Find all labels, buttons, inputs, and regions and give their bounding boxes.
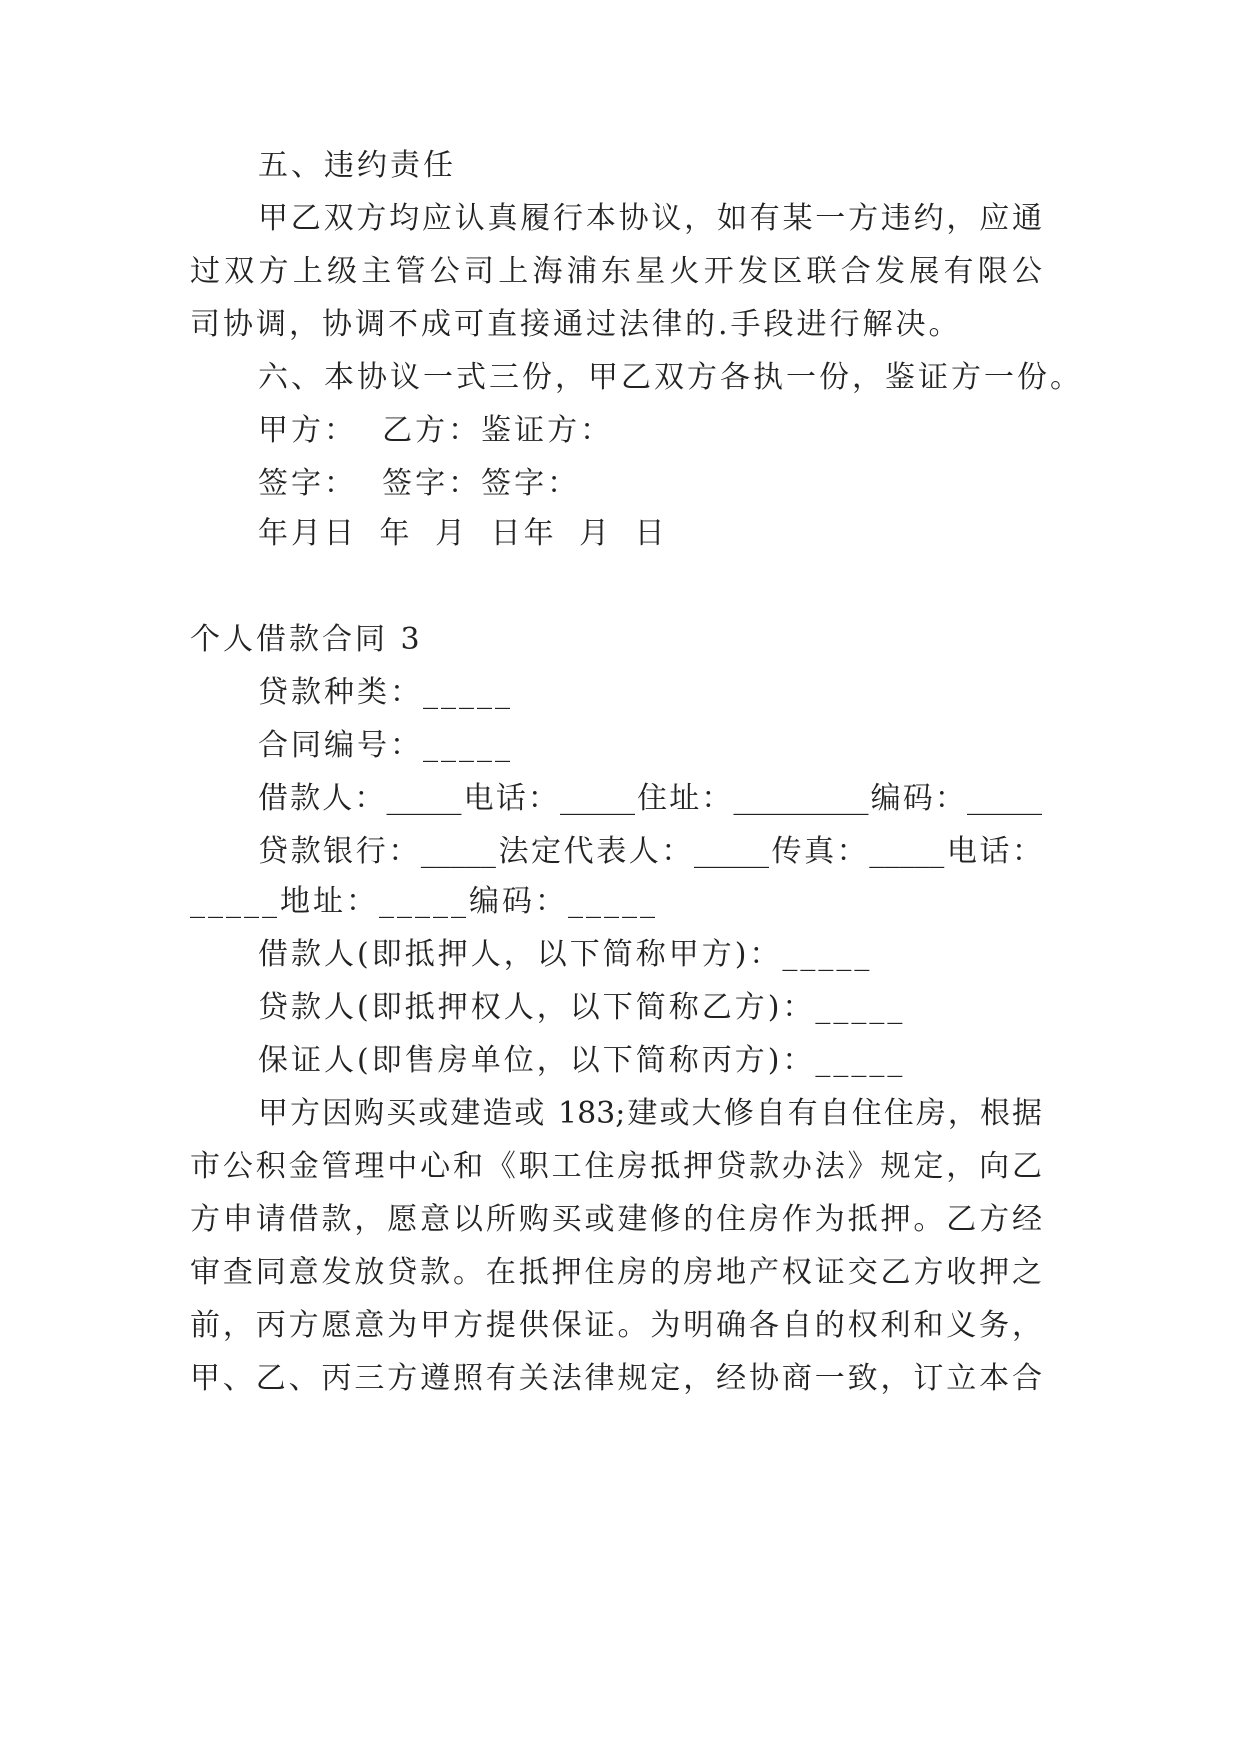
contract-number-field: 合同编号：_____ xyxy=(258,728,513,763)
section-5-paragraph-line-1: 甲乙双方均应认真履行本协议，如有某一方违约，应通 xyxy=(258,201,1042,236)
body-paragraph-line-2: 市公积金管理中心和《职工住房抵押贷款办法》规定，向乙 xyxy=(190,1149,1042,1184)
guarantor-line: 保证人(即售房单位，以下简称丙方)：_____ xyxy=(258,1043,906,1078)
body-paragraph-line-3: 方申请借款，愿意以所购买或建修的住房作为抵押。乙方经 xyxy=(190,1202,1042,1237)
body-paragraph-line-1: 甲方因购买或建造或 183;建或大修自有自住住房，根据 xyxy=(258,1096,1042,1131)
body-paragraph-line-6: 甲、乙、丙三方遵照有关法律规定，经协商一致，订立本合 xyxy=(190,1361,1042,1396)
signature-parties: 甲方： 乙方：鉴证方： xyxy=(258,413,614,448)
body-paragraph-line-5: 前，丙方愿意为甲方提供保证。为明确各自的权利和义务， xyxy=(190,1308,1042,1343)
contract-3-title: 个人借款合同 3 xyxy=(190,622,423,657)
lender-mortgagee-line: 贷款人(即抵押权人，以下简称乙方)：_____ xyxy=(258,990,906,1025)
borrower-info-line: 借款人：_____电话：_____住址：_________编码：_____ xyxy=(258,781,1042,816)
loan-type-field: 贷款种类：_____ xyxy=(258,675,513,710)
body-paragraph-line-4: 审查同意发放贷款。在抵押住房的房地产权证交乙方收押之 xyxy=(190,1255,1042,1290)
section-5-paragraph-line-2: 过双方上级主管公司上海浦东星火开发区联合发展有限公 xyxy=(190,254,1042,289)
signature-sign: 签字： 签字：签字： xyxy=(258,466,581,501)
bank-info-line-2: _____地址：_____编码：_____ xyxy=(190,884,658,919)
bank-info-line-1: 贷款银行：_____法定代表人：_____传真：_____电话： xyxy=(258,834,1042,869)
borrower-mortgagor-line: 借款人(即抵押人，以下简称甲方)：_____ xyxy=(258,937,873,972)
signature-dates: 年月日 年 月 日年 月 日 xyxy=(258,516,668,551)
section-5-paragraph-line-3: 司协调，协调不成可直接通过法律的.手段进行解决。 xyxy=(190,307,962,342)
section-6-text: 六、本协议一式三份，甲乙双方各执一份，鉴证方一份。 xyxy=(258,360,1083,395)
section-5-heading: 五、违约责任 xyxy=(258,148,456,183)
